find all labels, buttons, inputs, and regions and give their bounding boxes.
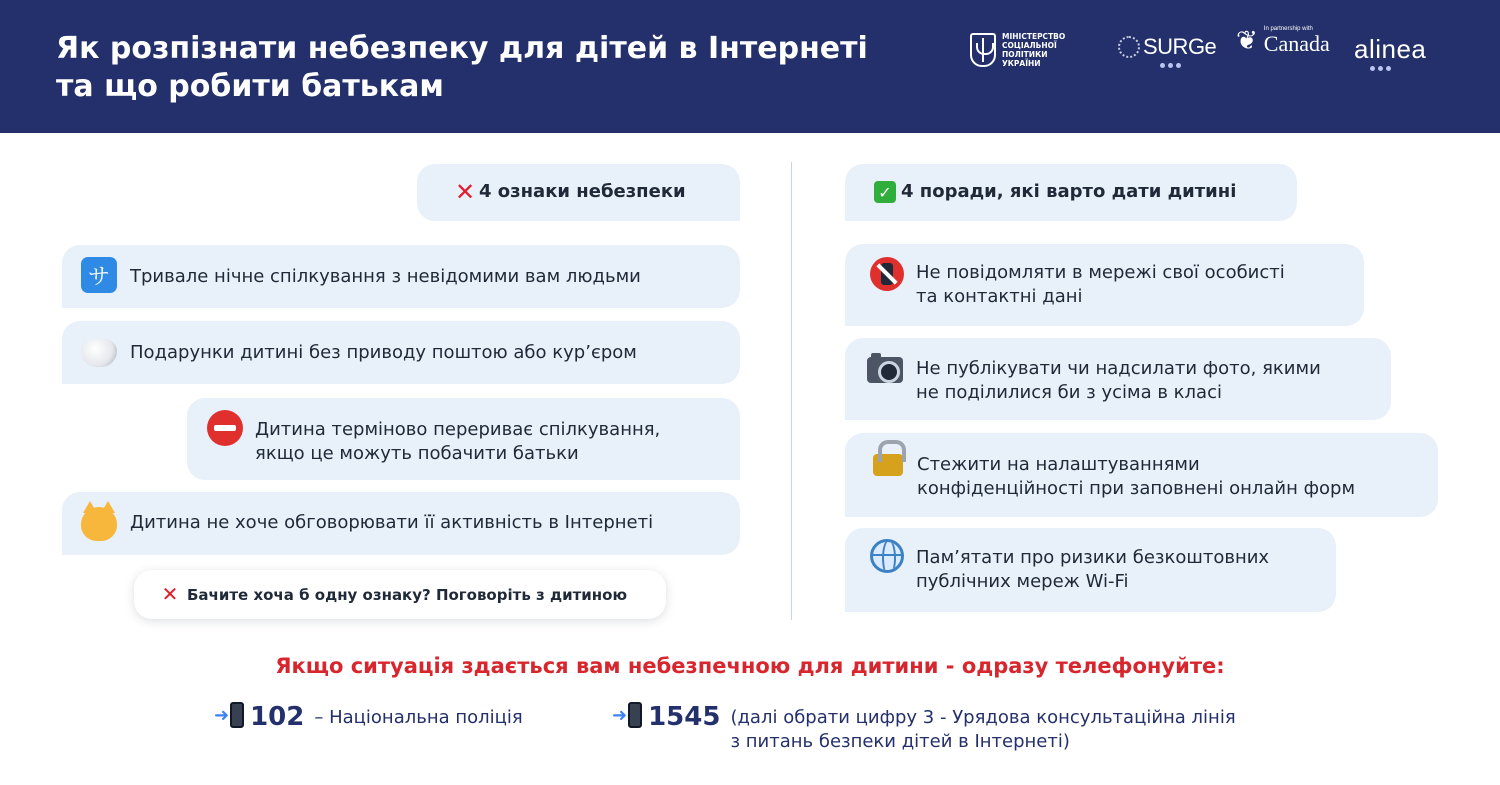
ministry-logo-line-3: УКРАЇНИ [1002, 59, 1041, 68]
hotline-police [214, 702, 523, 732]
alinea-logo-text: alinea [1354, 34, 1427, 64]
column-divider [791, 162, 792, 620]
trident-icon [970, 33, 996, 67]
warning-item-text: Тривале нічне спілкування з невідомими вам людьми [130, 266, 641, 287]
tip-item [845, 433, 1438, 517]
tip-item-text-line-2: публічних мереж Wi-Fi [916, 571, 1129, 592]
check-mark-button-icon: ✓ [874, 181, 896, 203]
talk-to-child-callout [134, 570, 666, 619]
ministry-logo [970, 32, 1097, 68]
alinea-dots-icon [1370, 66, 1391, 71]
cross-mark-icon: ✕ [161, 582, 179, 606]
squared-katakana-sa-icon: サ [81, 257, 117, 293]
warning-item [62, 492, 740, 555]
header-banner [0, 0, 1500, 133]
tip-item-text-line-2: конфіденційності при заповнені онлайн форм [917, 478, 1356, 499]
alinea-logo [1354, 34, 1426, 65]
cooked-rice-icon [81, 339, 117, 367]
tip-item [845, 528, 1336, 612]
no-mobile-phones-icon [870, 257, 904, 291]
warning-item-text-line-2: якщо це можуть побачити батьки [255, 443, 579, 464]
lock-icon [873, 454, 903, 476]
no-entry-icon [207, 410, 243, 446]
page-title-line-2: та що робити батькам [56, 69, 444, 104]
hotline-number: 102 [250, 702, 305, 732]
tip-item-text-line-1: Не повідомляти в мережі свої особисті [916, 262, 1285, 283]
page-title-line-1: Як розпізнати небезпеку для дітей в Інтернеті [56, 31, 868, 66]
warning-item-text: Подарунки дитині без приводу поштою або кур’єром [130, 342, 637, 363]
camera-icon [867, 357, 903, 383]
warning-item-text-line-1: Дитина терміново перериває спілкування, [255, 419, 661, 440]
warning-item-text: Дитина не хоче обговорювати її активність в Інтернеті [130, 512, 654, 533]
surge-mark-icon [1118, 36, 1140, 58]
canada-logo-tagline: In partnership with [1263, 26, 1313, 32]
ministry-logo-line-1: МІНІСТЕРСТВО [1002, 32, 1066, 41]
tip-item-text-line-1: Пам’ятати про ризики безкоштовних [916, 547, 1270, 568]
tip-item [845, 244, 1364, 326]
hotline-description: – Національна поліція [314, 707, 523, 728]
cross-mark-icon: ✕ [454, 178, 476, 206]
canada-logo [1236, 26, 1330, 56]
emergency-alert: Якщо ситуація здається вам небезпечною для дитини - одразу телефонуйте: [275, 654, 1225, 678]
maple-leaf-icon: ❦ [1236, 26, 1258, 56]
canada-logo-text: Canada [1263, 31, 1330, 56]
kissing-cat-icon [81, 507, 117, 541]
tip-item [845, 338, 1391, 420]
warning-item [62, 245, 740, 308]
tip-item-text-line-1: Не публікувати чи надсилати фото, якими [916, 358, 1321, 379]
hotline-government [612, 702, 1236, 754]
mobile-phone-with-arrow-icon: ➜ [612, 702, 642, 728]
ministry-logo-line-2: СОЦІАЛЬНОЇ ПОЛІТИКИ [1002, 41, 1057, 59]
mobile-phone-with-arrow-icon: ➜ [214, 702, 244, 728]
tips-heading-bubble [845, 164, 1297, 221]
surge-logo [1118, 34, 1216, 60]
warnings-heading: 4 ознаки небезпеки [479, 181, 686, 202]
warning-item [187, 398, 740, 480]
warning-item [62, 321, 740, 384]
globe-icon [870, 539, 904, 573]
warnings-heading-bubble [417, 164, 740, 221]
tips-heading: 4 поради, які варто дати дитині [901, 181, 1237, 202]
surge-dots-icon [1160, 63, 1181, 68]
hotline-description-line-1: (далі обрати цифру 3 - Урядова консультаційна лінія [730, 707, 1236, 728]
hotline-description-line-2: з питань безпеки дітей в Інтернеті) [730, 731, 1070, 752]
tip-item-text-line-2: та контактні дані [916, 286, 1083, 307]
tip-item-text-line-2: не поділилися би з усіма в класі [916, 382, 1222, 403]
hotline-number: 1545 [648, 702, 721, 732]
tip-item-text-line-1: Стежити на налаштуваннями [917, 454, 1200, 475]
page-title [56, 30, 936, 106]
surge-logo-text: SURGe [1143, 34, 1217, 59]
callout-text: Бачите хоча б одну ознаку? Поговоріть з дитиною [187, 586, 628, 604]
partner-logos [968, 22, 1468, 78]
